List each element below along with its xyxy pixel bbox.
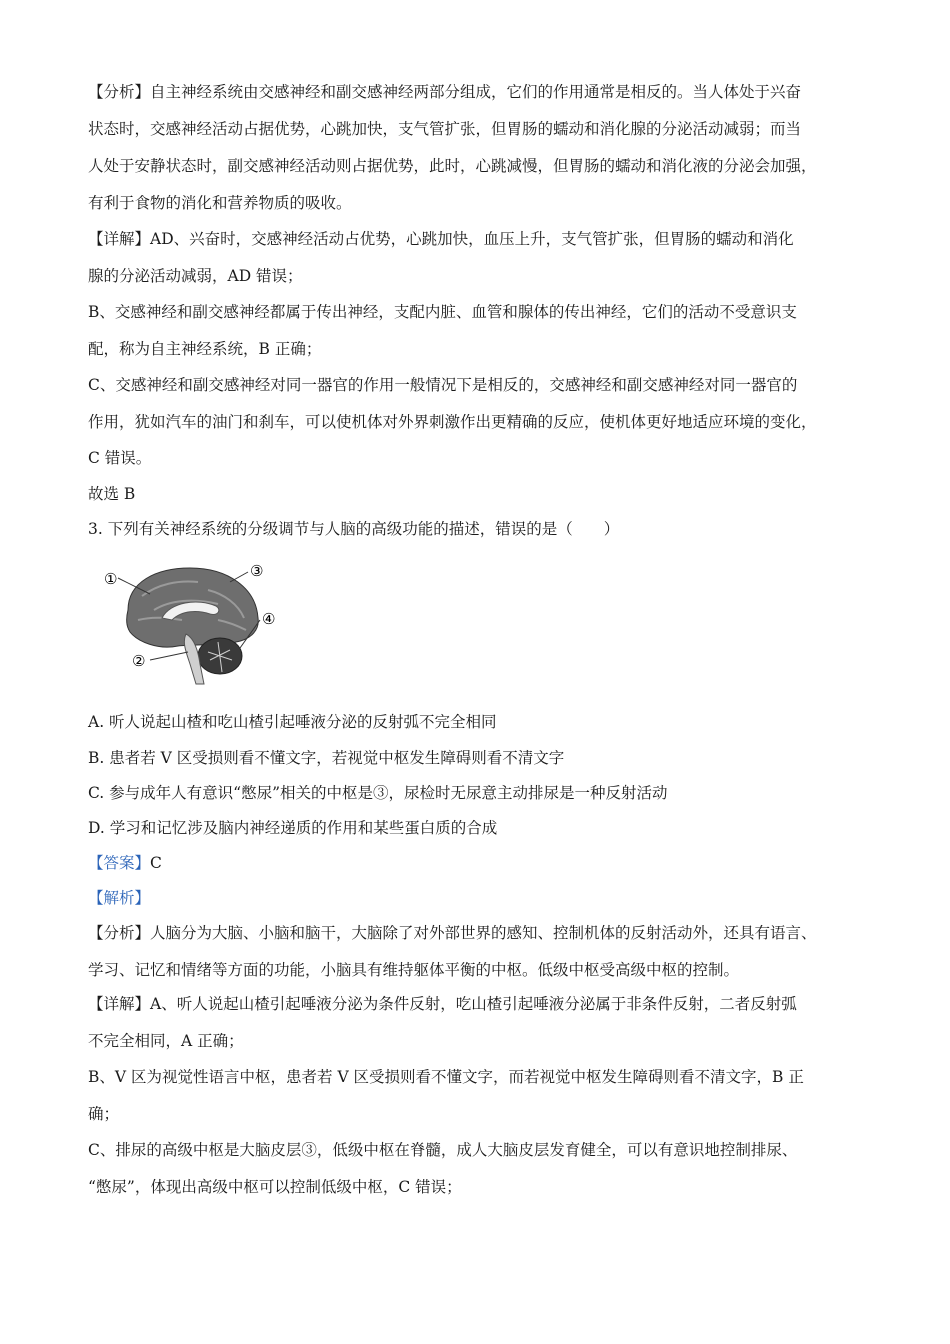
detail-line-6: 作用，犹如汽车的油门和刹车，可以使机体对外界刺激作出更精确的反应，使机体更好地适应环境的变化， [88, 413, 817, 431]
choice-line: 故选 B [88, 485, 136, 503]
detail-line-4: 配，称为自主神经系统，B 正确； [88, 340, 322, 358]
detail-line-7: C 错误。 [88, 449, 152, 467]
detail2-line-6: “憋尿”，体现出高级中枢可以控制低级中枢，C 错误； [88, 1178, 462, 1196]
detail2-line-5: C、排尿的高级中枢是大脑皮层③，低级中枢在脊髓，成人大脑皮层发育健全，可以有意识地控制排尿、 [88, 1141, 798, 1159]
analysis-line-3: 人处于安静状态时，副交感神经活动则占据优势，此时，心跳减慢，但胃肠的蠕动和消化液的分泌会加强， [88, 157, 817, 175]
analysis2-line-2: 学习、记忆和情绪等方面的功能，小脑具有维持躯体平衡的中枢。低级中枢受高级中枢的控制。 [88, 961, 740, 979]
detail-line-5: C、交感神经和副交感神经对同一器官的作用一般情况下是相反的，交感神经和副交感神经对同一器官的 [88, 376, 798, 394]
option-a: A. 听人说起山楂和吃山楂引起唾液分泌的反射弧不完全相同 [88, 713, 497, 731]
option-d: D. 学习和记忆涉及脑内神经递质的作用和某些蛋白质的合成 [88, 819, 498, 837]
question-stem: 3. 下列有关神经系统的分级调节与人脑的高级功能的描述，错误的是（ ） [88, 520, 620, 538]
label-2: ② [132, 652, 146, 670]
answer-value: C [150, 854, 162, 872]
option-b: B. 患者若 V 区受损则看不懂文字，若视觉中枢发生障碍则看不清文字 [88, 749, 565, 767]
detail2-line-2: 不完全相同，A 正确； [88, 1032, 244, 1050]
detail-line-2: 腺的分泌活动减弱，AD 错误； [88, 267, 303, 285]
analysis-line-1: 【分析】自主神经系统由交感神经和副交感神经两部分组成，它们的作用通常是相反的。当人体处于兴奋 [88, 83, 802, 101]
label-3: ③ [250, 562, 264, 580]
explanation-tag: 【解析】 [88, 889, 151, 907]
detail-line-3: B、交感神经和副交感神经都属于传出神经，支配内脏、血管和腺体的传出神经，它们的活动不受意识支 [88, 303, 797, 321]
option-c: C. 参与成年人有意识“憋尿”相关的中枢是③，尿检时无尿意主动排尿是一种反射活动 [88, 784, 668, 802]
analysis-line-2: 状态时，交感神经活动占据优势，心跳加快，支气管扩张，但胃肠的蠕动和消化腺的分泌活动减弱；而当 [88, 120, 802, 138]
answer-tag: 【答案】 [88, 854, 151, 872]
brain-diagram [98, 560, 288, 690]
detail2-line-3: B、V 区为视觉性语言中枢，患者若 V 区受损则看不懂文字，而若视觉中枢发生障碍则看不清文字，B 正 [88, 1068, 804, 1086]
answer-line [88, 853, 162, 873]
detail2-line-1: 【详解】A、听人说起山楂引起唾液分泌为条件反射，吃山楂引起唾液分泌属于非条件反射，二者反射弧 [88, 995, 797, 1013]
detail-line-1: 【详解】AD、兴奋时，交感神经活动占优势，心跳加快，血压上升，支气管扩张，但胃肠的蠕动和消化 [88, 230, 794, 248]
label-1: ① [104, 570, 118, 588]
analysis2-line-1: 【分析】人脑分为大脑、小脑和脑干，大脑除了对外部世界的感知、控制机体的反射活动外，还具有语言、 [88, 924, 817, 942]
analysis-line-4: 有利于食物的消化和营养物质的吸收。 [88, 194, 352, 212]
detail2-line-4: 确； [88, 1105, 120, 1123]
label-4: ④ [262, 610, 276, 628]
